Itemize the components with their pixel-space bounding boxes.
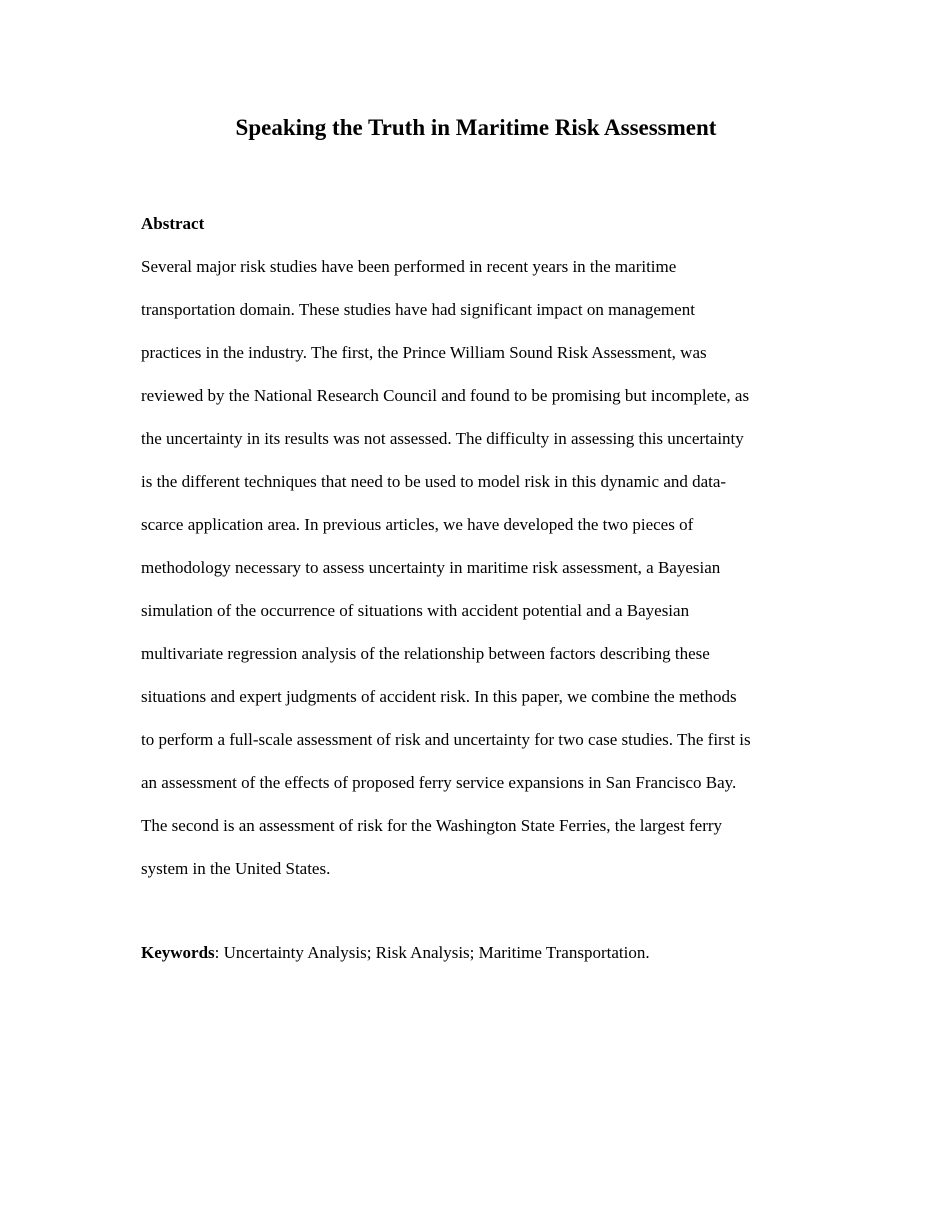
abstract-line: the uncertainty in its results was not assessed. The difficulty in assessing this uncertainty (141, 429, 744, 448)
abstract-line: system in the United States. (141, 859, 331, 878)
abstract-line: practices in the industry. The first, the Prince William Sound Risk Assessment, was (141, 343, 707, 362)
keywords-text: : Uncertainty Analysis; Risk Analysis; Maritime Transportation. (214, 943, 650, 962)
abstract-line: methodology necessary to assess uncertainty in maritime risk assessment, a Bayesian (141, 558, 721, 577)
abstract-line: reviewed by the National Research Council and found to be promising but incomplete, as (141, 386, 750, 405)
abstract-line: The second is an assessment of risk for the Washington State Ferries, the largest ferry (141, 816, 723, 835)
abstract-line: multivariate regression analysis of the relationship between factors describing these (141, 644, 710, 663)
abstract-line: an assessment of the effects of proposed ferry service expansions in San Francisco Bay. (141, 773, 737, 792)
abstract-line: Several major risk studies have been performed in recent years in the maritime (141, 257, 677, 276)
keywords-line (141, 942, 650, 964)
keywords-label: Keywords (141, 943, 215, 962)
abstract-line: transportation domain. These studies have had significant impact on management (141, 300, 695, 319)
abstract-line: to perform a full-scale assessment of risk and uncertainty for two case studies. The first is (141, 730, 751, 749)
abstract-line: simulation of the occurrence of situations with accident potential and a Bayesian (141, 601, 690, 620)
paper-title: Speaking the Truth in Maritime Risk Assessment (235, 115, 717, 140)
abstract-line: situations and expert judgments of accident risk. In this paper, we combine the methods (141, 687, 737, 706)
abstract-heading: Abstract (141, 214, 205, 233)
abstract-body (141, 256, 821, 901)
abstract-line: is the different techniques that need to be used to model risk in this dynamic and data- (141, 472, 727, 491)
abstract-line: scarce application area. In previous articles, we have developed the two pieces of (141, 515, 694, 534)
